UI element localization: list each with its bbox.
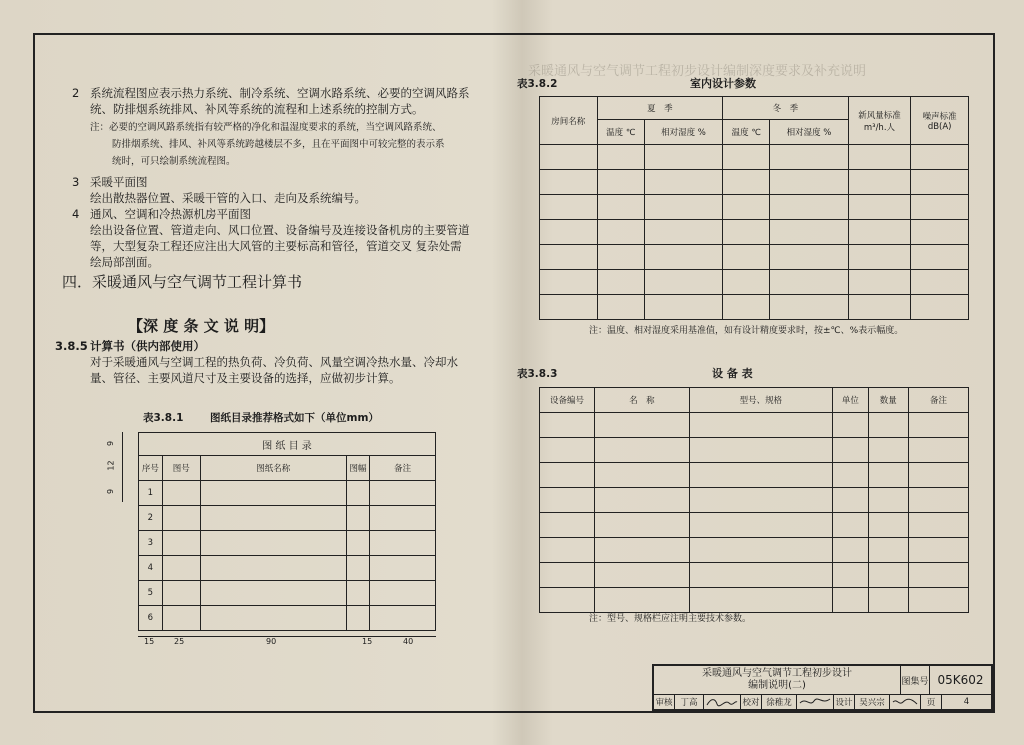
item-3-title: 采暖平面图	[90, 175, 148, 189]
title-block-title: 采暖通风与空气调节工程初步设计 编制说明(二)	[653, 665, 901, 695]
t382-head-fresh: 新风量标准 m³/h.人	[848, 97, 911, 145]
t382-head-room: 房间名称	[540, 97, 598, 145]
t383-head-id: 设备编号	[540, 388, 595, 413]
table-row: 4	[139, 556, 436, 581]
dim-bottom-5: 40	[403, 637, 414, 646]
table-row: 2	[139, 506, 436, 531]
table381-caption: 图纸目录推荐格式如下（单位mm）	[210, 412, 379, 424]
table-row	[540, 413, 969, 438]
clause-line-1: 对于采暖通风与空调工程的热负荷、冷负荷、风量空调冷热水量、冷却水	[90, 355, 458, 369]
note-line-2: 防排烟系统、排风、补风等系统跨越楼层不多，且在平面图中可较完整的表示系	[112, 139, 445, 150]
item-2-line-2: 统、防排烟系统排风、补风等系统的流程和上述系统的控制方式。	[90, 102, 424, 116]
table-row	[540, 513, 969, 538]
table-row: 5	[139, 581, 436, 606]
t383-note: 注：型号、规格栏应注明主要技术参数。	[589, 614, 752, 624]
indoor-design-table	[539, 96, 969, 320]
clause-number: 3.8.5	[55, 339, 88, 353]
t382-head-winter: 冬 季	[723, 97, 848, 120]
designer-signature	[889, 694, 921, 710]
checker-name: 徐稚龙	[761, 694, 797, 710]
item-3-line: 绘出散热器位置、采暖干管的入口、走向及系统编号。	[90, 191, 366, 205]
page-number: 4	[941, 694, 992, 710]
item-4-number: 4	[72, 207, 80, 221]
catalog-header-no: 图号	[162, 456, 200, 481]
item-4-line-3: 绘局部剖面。	[90, 255, 159, 269]
check-label: 校对	[740, 694, 762, 710]
item-4-title: 通风、空调和冷热源机房平面图	[90, 207, 251, 221]
bleed-through-title: 采暖通风与空气调节工程初步设计编制深度要求及补充说明	[528, 64, 867, 79]
dim-bottom-4: 15	[362, 637, 373, 646]
t382-note: 注：温度、相对湿度采用基准值，如有设计精度要求时，按±℃、%表示幅度。	[589, 326, 904, 336]
table-row: 1	[139, 481, 436, 506]
table-row	[540, 538, 969, 563]
table-row: 3	[139, 531, 436, 556]
t383-head-model: 型号、规格	[689, 388, 833, 413]
clause-title: 计算书（供内部使用）	[90, 339, 205, 353]
table-row	[540, 220, 969, 245]
checker-signature	[796, 694, 834, 710]
t383-head-remark: 备注	[908, 388, 968, 413]
item-4-line-1: 绘出设备位置、管道走向、风口位置、设备编号及连接设备机房的主要管道	[90, 223, 470, 237]
t382-summer-temp: 温度 ℃	[597, 120, 644, 145]
dim-bottom-1: 15	[144, 637, 155, 646]
dim-left-1: 9	[106, 440, 116, 447]
clause-line-2: 量、管径、主要风道尺寸及主要设备的选择，应做初步计算。	[90, 371, 401, 385]
note-line-1: 注：必要的空调风路系统指有较严格的净化和温湿度要求的系统，当空调风路系统、	[90, 122, 442, 133]
depth-title: 【深 度 条 文 说 明】	[128, 317, 275, 335]
item-2-number: 2	[72, 86, 80, 100]
review-label: 审核	[653, 694, 675, 710]
dim-bottom-2: 25	[174, 637, 185, 646]
table-row	[540, 438, 969, 463]
title-block	[652, 664, 993, 711]
item-4-line-2: 等，大型复杂工程还应注出大风管的主要标高和管径，管道交叉 复杂处需	[90, 239, 462, 253]
t383-head-unit: 单位	[833, 388, 868, 413]
t382-head-summer: 夏 季	[597, 97, 722, 120]
dim-left-3: 9	[106, 488, 116, 495]
table383-title: 设 备 表	[712, 367, 753, 380]
table-row	[540, 563, 969, 588]
atlas-label: 图集号	[900, 665, 930, 695]
table-row	[540, 270, 969, 295]
design-label: 设计	[833, 694, 855, 710]
catalog-title: 图 纸 目 录	[139, 433, 436, 456]
table382-label: 表3.8.2	[517, 78, 558, 90]
table-row	[540, 245, 969, 270]
t382-head-noise: 噪声标准 dB(A)	[911, 97, 969, 145]
table381-label: 表3.8.1	[143, 412, 184, 424]
equipment-table	[539, 387, 969, 613]
table-row	[540, 463, 969, 488]
atlas-number: 05K602	[929, 665, 992, 695]
page-label: 页	[920, 694, 942, 710]
note-line-3: 统时，可只绘制系统流程图。	[112, 156, 236, 167]
item-3-number: 3	[72, 175, 80, 189]
table383-label: 表3.8.3	[517, 368, 558, 380]
section-title: 四．采暖通风与空气调节工程计算书	[62, 273, 303, 291]
t382-winter-rh: 相对湿度 %	[770, 120, 848, 145]
table382-title: 室内设计参数	[690, 77, 756, 90]
table-row	[540, 195, 969, 220]
catalog-header-size: 图幅	[346, 456, 370, 481]
table-row: 6	[139, 606, 436, 631]
catalog-header-seq: 序号	[139, 456, 163, 481]
t382-winter-temp: 温度 ℃	[723, 120, 770, 145]
t383-head-qty: 数量	[868, 388, 908, 413]
table-row	[540, 145, 969, 170]
table-row	[540, 170, 969, 195]
reviewer-name: 丁高	[674, 694, 704, 710]
table-row	[540, 295, 969, 320]
designer-name: 吴兴宗	[854, 694, 890, 710]
item-2-line-1: 系统流程图应表示热力系统、制冷系统、空调水路系统、必要的空调风路系	[90, 86, 470, 100]
dim-bottom-3: 90	[266, 637, 277, 646]
catalog-header-name: 图纸名称	[200, 456, 346, 481]
table-row	[540, 488, 969, 513]
t383-head-name: 名 称	[595, 388, 689, 413]
drawing-catalog-table	[138, 432, 436, 631]
left-dimension-line	[122, 432, 123, 502]
dim-left-2: 12	[106, 460, 116, 471]
t382-summer-rh: 相对湿度 %	[644, 120, 722, 145]
reviewer-signature	[703, 694, 741, 710]
catalog-header-remark: 备注	[370, 456, 436, 481]
table-row	[540, 588, 969, 613]
